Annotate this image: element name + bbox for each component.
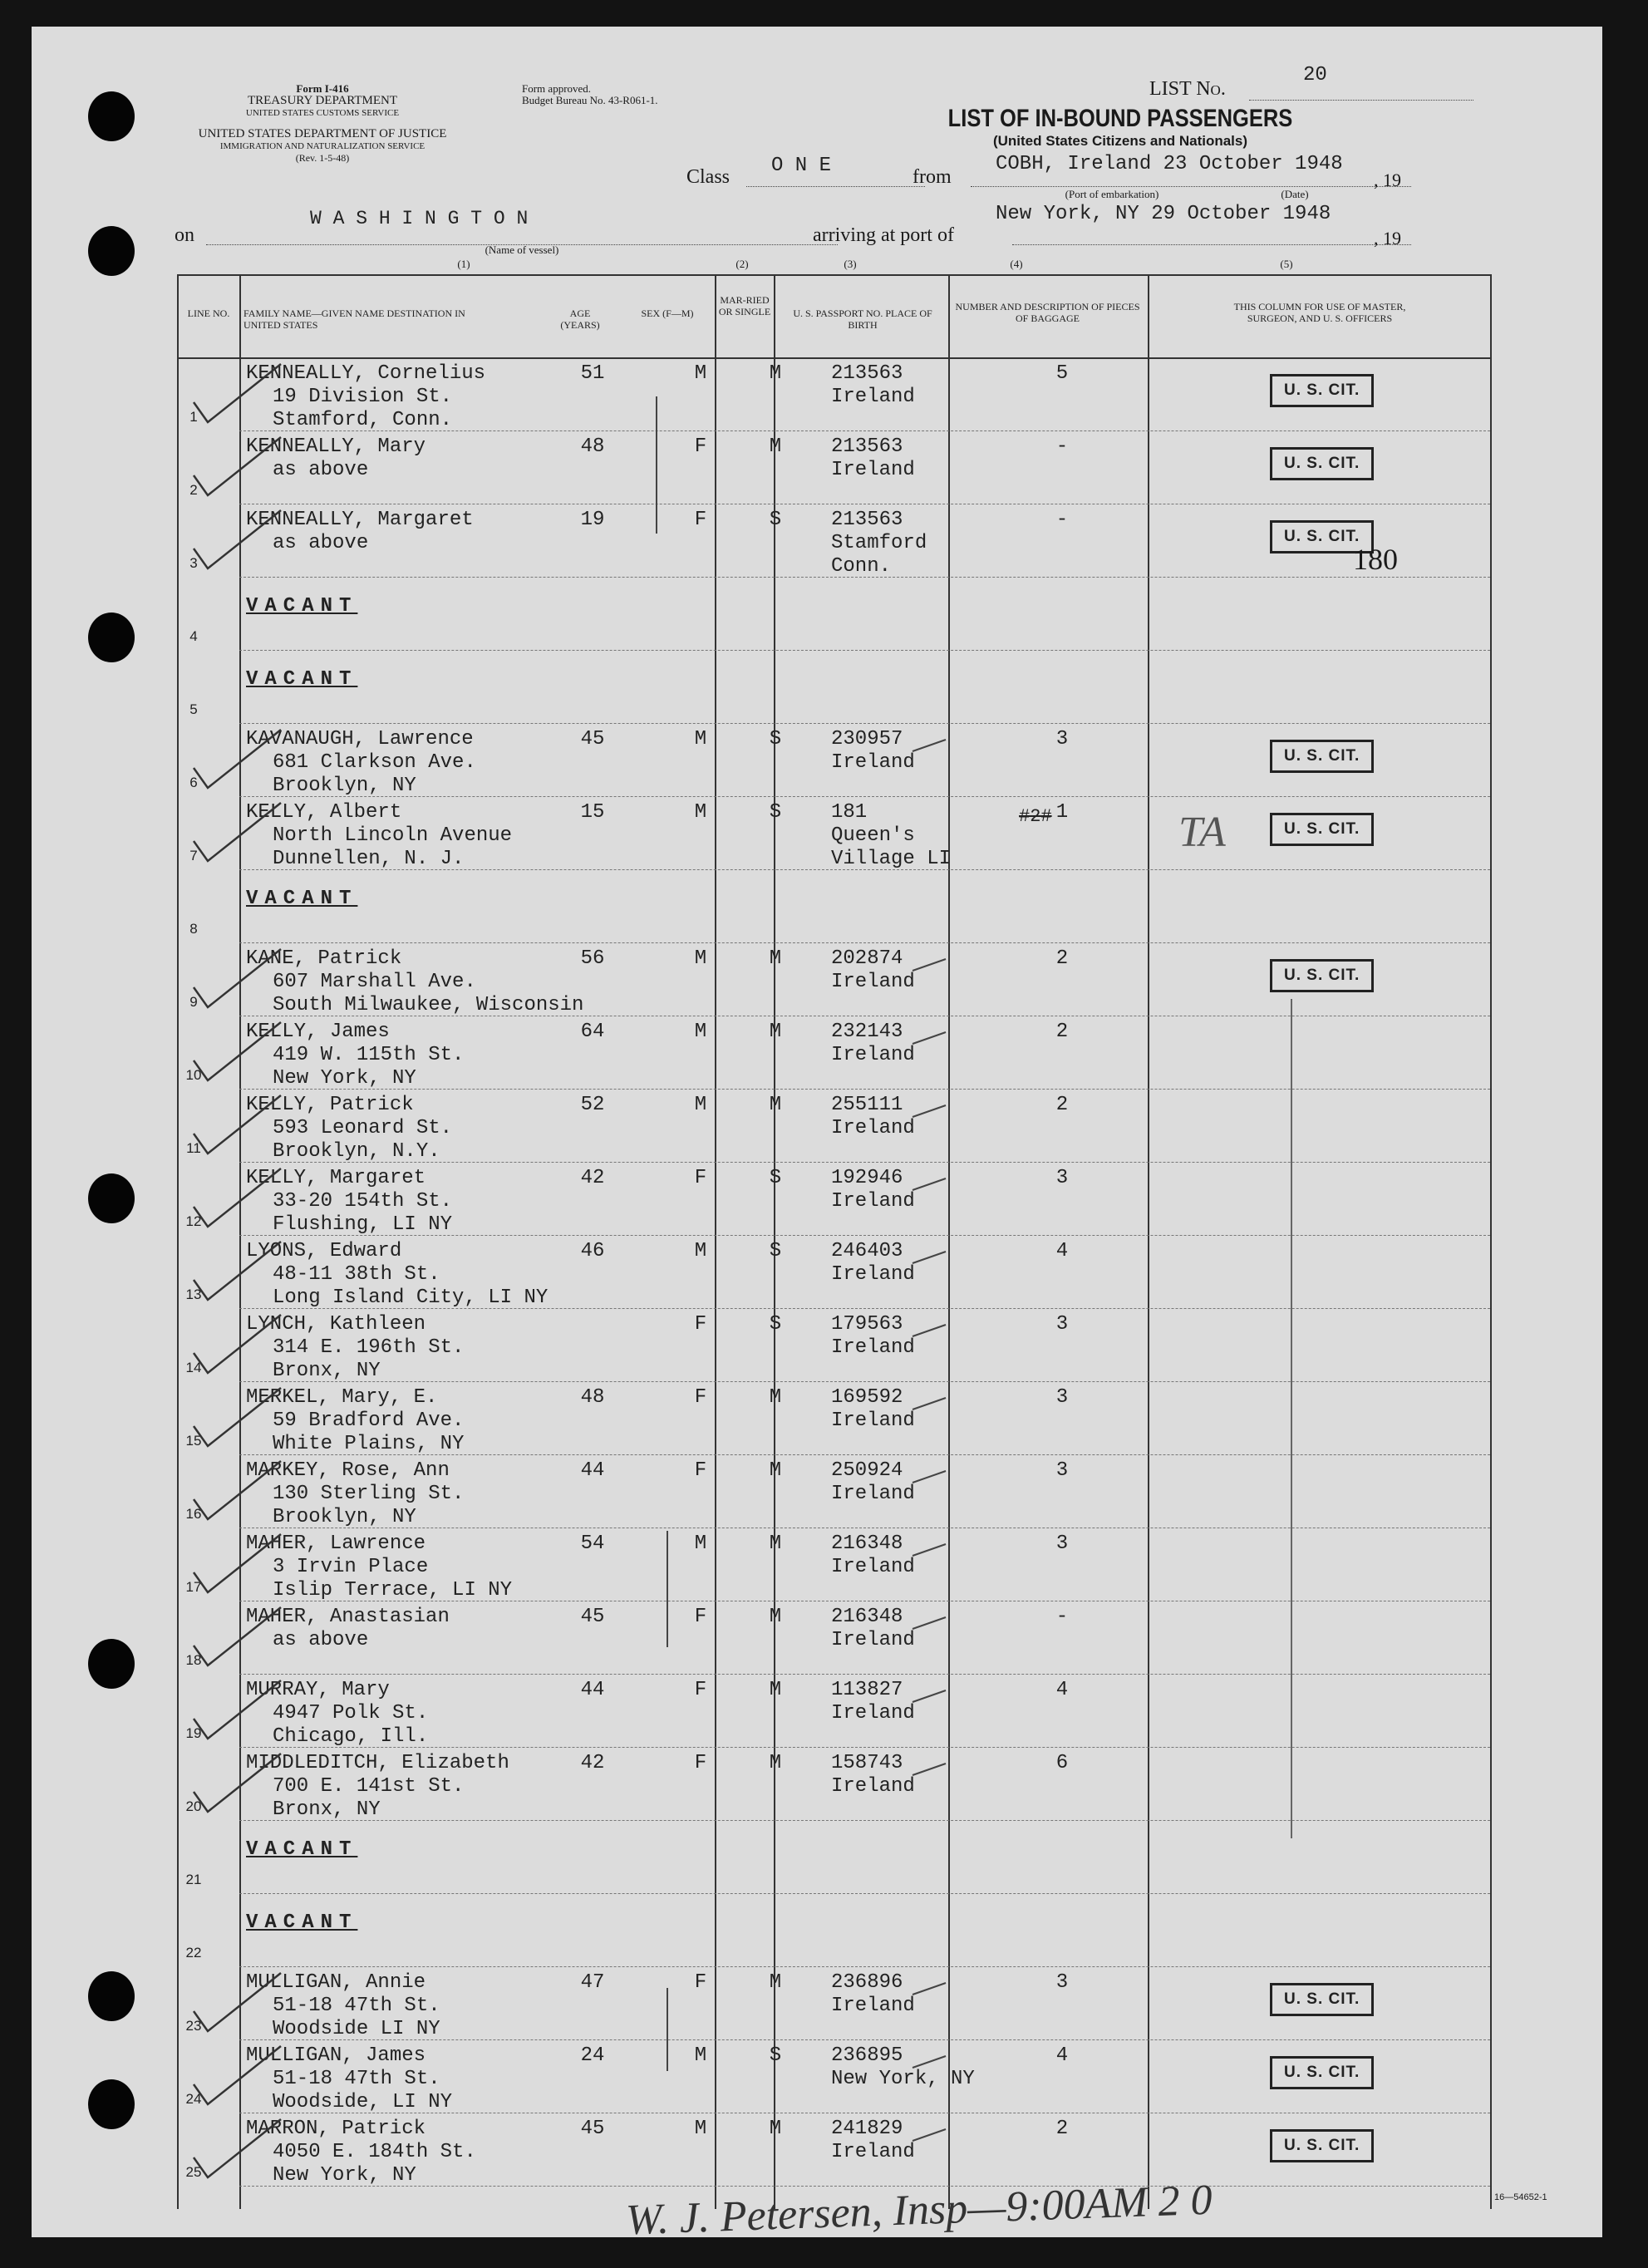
arrival-port-date: New York, NY 29 October 1948 [996,203,1331,225]
baggage-count: - [1055,435,1069,458]
bottom-code: 16—54652-1 [1494,2192,1547,2202]
birthplace-line-1: Ireland [831,1702,915,1724]
age-value: 46 [580,1240,605,1262]
destination-line-1: 314 E. 196th St. [273,1336,465,1359]
check-mark [194,437,281,495]
destination-line-1: as above [273,459,369,481]
us-citizen-stamp: U. S. CIT. [1270,959,1374,992]
passport-number: 158743 [831,1752,903,1774]
line-number: 16 [185,1506,202,1522]
check-mark [194,730,281,788]
marital-status: S [769,509,782,531]
treasury-dept: TREASURY DEPARTMENT [247,94,398,107]
date-caption: (Date) [1281,188,1309,200]
line-number: 5 [189,701,198,717]
destination-line-2: Flushing, LI NY [273,1213,453,1236]
line-number: 9 [189,994,198,1010]
destination-line-2: Bronx, NY [273,1798,381,1821]
form-number: Form I-416 [296,82,349,95]
passport-number: 216348 [831,1532,903,1555]
birthplace-line-1: Ireland [831,1995,915,2017]
birthplace-line-1: Ireland [831,1410,915,1432]
marital-status: S [769,2044,782,2067]
tick-mark [913,1252,946,1263]
sex-value: M [694,947,707,970]
passenger-name: MARRON, Patrick [246,2118,426,2140]
check-mark [194,2046,281,2104]
passenger-name: MARKEY, Rose, Ann [246,1459,450,1482]
destination-line-1: 59 Bradford Ave. [273,1410,465,1432]
sex-value: M [694,362,707,385]
birthplace-line-1: Ireland [831,1336,915,1359]
budget-bureau: Budget Bureau No. 43-R061-1. [522,94,658,106]
marital-status: M [769,1459,782,1482]
manifest-sheet [32,27,1602,2245]
baggage-count: 3 [1055,1313,1069,1336]
passport-number: 202874 [831,947,903,970]
sex-value: F [694,1752,707,1774]
age-value: 48 [580,1386,605,1409]
destination-line-1: 4947 Polk St. [273,1702,429,1724]
vacant-label: VACANT [246,1838,358,1861]
baggage-count: 2 [1055,1021,1069,1043]
tick-mark [913,1032,946,1044]
baggage-count: 2 [1055,947,1069,970]
passport-number: 236896 [831,1971,903,1994]
us-citizen-stamp: U. S. CIT. [1270,2129,1374,2162]
check-mark [194,949,281,1007]
passport-number: 241829 [831,2118,903,2140]
header-passport: U. S. PASSPORT NO. PLACE OF BIRTH [793,307,932,331]
passport-number: 179563 [831,1313,903,1336]
line-number: 18 [185,1652,202,1668]
birthplace-line-2: Conn. [831,555,892,578]
customs-service: UNITED STATES CUSTOMS SERVICE [245,108,400,118]
passenger-name: KENNEALLY, Margaret [246,509,474,531]
line-number: 23 [185,2018,202,2034]
destination-line-1: 607 Marshall Ave. [273,971,476,993]
destination-line-1: 681 Clarkson Ave. [273,751,476,774]
sex-value: M [694,1532,707,1555]
destination-line-1: 51-18 47th St. [273,2068,440,2090]
tick-mark [913,1105,946,1117]
destination-line-2: Brooklyn, NY [273,1506,416,1528]
sex-value: M [694,728,707,750]
destination-line-1: 19 Division St. [273,386,453,408]
line-number: 12 [185,1213,202,1229]
passenger-name: LYNCH, Kathleen [246,1313,426,1336]
age-value: 45 [580,2118,605,2140]
us-citizen-stamp: U. S. CIT. [1270,1983,1374,2016]
passenger-name: MAHER, Lawrence [246,1532,426,1555]
destination-line-2: Islip Terrace, LI NY [273,1579,513,1601]
marital-status: S [769,728,782,750]
column-number: (5) [1280,258,1293,270]
header-line-no: LINE NO. [187,307,230,319]
baggage-count: - [1055,509,1069,531]
passport-number: 192946 [831,1167,903,1189]
check-mark [194,1534,281,1592]
marital-status: M [769,2118,782,2140]
age-value: 44 [580,1679,605,1701]
destination-line-2: Long Island City, LI NY [273,1287,549,1309]
passport-number: 113827 [831,1679,903,1701]
baggage-count: 3 [1055,1532,1069,1555]
tick-mark [913,1983,946,1995]
tick-mark [913,1325,946,1336]
check-mark [194,1680,281,1739]
check-mark [194,1315,281,1373]
list-number: 20 [1303,64,1327,86]
handwritten-note-180: 180 [1353,543,1398,576]
line-number: 7 [189,848,198,863]
check-mark [194,364,281,422]
line-number: 22 [185,1945,202,1961]
passport-number: 213563 [831,509,903,531]
marital-status: M [769,1606,782,1628]
us-citizen-stamp: U. S. CIT. [1270,813,1374,846]
line-number: 4 [189,628,198,644]
year-suffix-2: , 19 [1374,228,1401,248]
header-baggage: NUMBER AND DESCRIPTION OF PIECES OF BAGGAGE [955,301,1140,324]
baggage-count: 3 [1055,1386,1069,1409]
age-value: 64 [580,1021,605,1043]
check-marks [32,27,1602,2237]
marital-status: M [769,1532,782,1555]
destination-line-2: Woodside, LI NY [273,2091,453,2113]
sex-value: M [694,2118,707,2140]
tick-mark [913,1398,946,1410]
destination-line-2: New York, NY [273,2164,416,2187]
birthplace-line-2: Village LI [831,848,952,870]
passport-number: 232143 [831,1021,903,1043]
struck-baggage: #2# [1019,806,1052,827]
class-label: Class [686,166,731,188]
destination-line-1: 130 Sterling St. [273,1483,465,1505]
age-value: 52 [580,1094,605,1116]
vacant-label: VACANT [246,595,358,617]
tick-mark [913,1178,946,1190]
passenger-name: KELLY, Margaret [246,1167,426,1189]
passenger-name: MIDDLEDITCH, Elizabeth [246,1752,509,1774]
passenger-name: KENNEALLY, Cornelius [246,362,486,385]
tick-mark [913,959,946,971]
passport-number: 230957 [831,728,903,750]
birthplace-line-1: Ireland [831,1190,915,1213]
line-number: 20 [185,1798,202,1814]
marital-status: M [769,1752,782,1774]
sex-value: M [694,2044,707,2067]
line-number: 14 [185,1360,202,1375]
marital-status: M [769,1386,782,1409]
class-value: O N E [771,155,832,177]
from-label: from [913,166,952,188]
check-mark [194,1095,281,1154]
justice-dept: UNITED STATES DEPARTMENT OF JUSTICE [198,127,447,140]
tick-mark [913,1617,946,1629]
sex-value: F [694,1459,707,1482]
passenger-name: KELLY, Patrick [246,1094,414,1116]
age-value: 42 [580,1752,605,1774]
from-value: COBH, Ireland 23 October 1948 [996,153,1343,175]
passenger-name: LYONS, Edward [246,1240,402,1262]
destination-line-2: New York, NY [273,1067,416,1090]
vessel-name: W A S H I N G T O N [310,208,529,229]
passenger-name: KELLY, James [246,1021,390,1043]
destination-line-1: 3 Irvin Place [273,1556,429,1578]
column-number: (3) [844,258,857,270]
passenger-name: KANE, Patrick [246,947,402,970]
inspector-signature: W. J. Petersen, Insp—9:00AM 2 0 [625,2176,1213,2245]
line-number: 21 [185,1872,202,1887]
destination-line-2: Chicago, Ill. [273,1725,429,1748]
destination-line-1: 33-20 154th St. [273,1190,453,1213]
line-number: 2 [189,482,198,498]
destination-line-1: 4050 E. 184th St. [273,2141,476,2163]
birthplace-line-1: Ireland [831,1044,915,1066]
birthplace-line-1: Ireland [831,386,915,408]
destination-line-1: North Lincoln Avenue [273,824,513,847]
check-mark [194,1607,281,1665]
year-suffix-1: , 19 [1374,170,1401,190]
header-sex: SEX (F—M) [641,307,694,319]
check-mark [194,1973,281,2031]
marital-status: M [769,362,782,385]
form-approved: Form approved. [522,82,592,95]
vacant-label: VACANT [246,1911,358,1934]
sex-value: M [694,801,707,824]
baggage-count: 3 [1055,728,1069,750]
passport-number: 236895 [831,2044,903,2067]
age-value: 42 [580,1167,605,1189]
check-mark [194,1168,281,1227]
passport-number: 246403 [831,1240,903,1262]
tick-mark [913,2056,946,2068]
list-label: LIST No. [1149,78,1226,100]
us-citizen-stamp: U. S. CIT. [1270,374,1374,407]
header-name: FAMILY NAME—GIVEN NAME DESTINATION IN UNITED STATES [244,307,465,331]
passport-number: 213563 [831,435,903,458]
us-citizen-stamp: U. S. CIT. [1270,520,1374,553]
header-age: AGE (YEARS) [560,307,600,331]
destination-line-1: 48-11 38th St. [273,1263,440,1286]
destination-line-2: Bronx, NY [273,1360,381,1382]
tick-mark [913,1764,946,1775]
line-number: 6 [189,775,198,790]
tick-mark [913,1471,946,1483]
birthplace-line-1: Ireland [831,1556,915,1578]
destination-line-2: White Plains, NY [273,1433,465,1455]
birthplace-line-1: Ireland [831,2141,915,2163]
tick-mark [913,740,946,751]
age-value: 15 [580,801,605,824]
passport-number: 181 [831,801,868,824]
passenger-name: MULLIGAN, Annie [246,1971,426,1994]
ins-service: IMMIGRATION AND NATURALIZATION SERVICE [219,141,426,151]
form-revision: (Rev. 1-5-48) [295,152,350,164]
passport-number: 250924 [831,1459,903,1482]
birthplace-line-1: Ireland [831,971,915,993]
marital-status: S [769,1240,782,1262]
tick-mark [913,1690,946,1702]
destination-line-2: Stamford, Conn. [273,409,453,431]
passport-number: 169592 [831,1386,903,1409]
destination-line-2: Brooklyn, N.Y. [273,1140,440,1163]
vacant-label: VACANT [246,888,358,910]
marital-status: S [769,1167,782,1189]
destination-line-2: Woodside LI NY [273,2018,440,2040]
line-number: 11 [186,1140,201,1156]
us-citizen-stamp: U. S. CIT. [1270,740,1374,773]
column-number: (2) [735,258,749,270]
us-citizen-stamp: U. S. CIT. [1270,447,1374,480]
marital-status: M [769,1021,782,1043]
passport-number: 216348 [831,1606,903,1628]
check-mark [194,1461,281,1519]
baggage-count: 2 [1055,2118,1069,2140]
column-number: (1) [457,258,470,270]
passport-number: 255111 [831,1094,903,1116]
line-number: 15 [185,1433,202,1449]
destination-line-1: as above [273,532,369,554]
baggage-count: 3 [1055,1167,1069,1189]
birthplace-line-1: Ireland [831,459,915,481]
passport-number: 213563 [831,362,903,385]
sex-value: M [694,1021,707,1043]
sex-value: F [694,1167,707,1189]
age-value: 47 [580,1971,605,1994]
column-number: (4) [1010,258,1023,270]
passenger-name: MURRAY, Mary [246,1679,390,1701]
birthplace-line-1: Queen's [831,824,915,847]
destination-line-1: as above [273,1629,369,1651]
sex-value: F [694,435,707,458]
check-mark [194,1754,281,1812]
baggage-count: 5 [1055,362,1069,385]
baggage-count: 4 [1055,2044,1069,2067]
age-value: 54 [580,1532,605,1555]
marital-status: M [769,1679,782,1701]
baggage-count: 4 [1055,1240,1069,1262]
birthplace-line-1: Ireland [831,1117,915,1139]
form-subtitle: (United States Citizens and Nationals) [992,133,1248,149]
passenger-name: KENNEALLY, Mary [246,435,426,458]
sex-value: F [694,1971,707,1994]
baggage-count: 2 [1055,1094,1069,1116]
sex-value: F [694,509,707,531]
birthplace-line-1: Ireland [831,1483,915,1505]
destination-line-1: 700 E. 141st St. [273,1775,465,1798]
baggage-count: 1 [1055,801,1069,824]
age-value: 44 [580,1459,605,1482]
line-number: 1 [189,409,198,425]
on-label: on [175,224,194,246]
marital-status: M [769,435,782,458]
baggage-count: - [1055,1606,1069,1628]
arriving-label: arriving at port of [813,224,954,246]
line-number: 19 [185,1725,202,1741]
baggage-count: 4 [1055,1679,1069,1701]
line-number: 17 [185,1579,202,1595]
vacant-label: VACANT [246,668,358,691]
check-mark [194,1388,281,1446]
line-number: 10 [185,1067,202,1083]
birthplace-line-1: New York, NY [831,2068,975,2090]
destination-line-1: 419 W. 115th St. [273,1044,465,1066]
form-title: LIST OF IN-BOUND PASSENGERS [947,105,1293,132]
sex-value: F [694,1313,707,1336]
baggage-count: 6 [1055,1752,1069,1774]
passenger-name: MULLIGAN, James [246,2044,426,2067]
us-citizen-stamp: U. S. CIT. [1270,2056,1374,2089]
age-value: 45 [580,728,605,750]
marital-status: M [769,1094,782,1116]
sex-value: M [694,1094,707,1116]
line-number: 3 [189,555,198,571]
handwritten-note-ta: TA [1178,809,1226,856]
marital-status: S [769,1313,782,1336]
tick-mark [913,2129,946,2141]
age-value: 19 [580,509,605,531]
port-embark-caption: (Port of embarkation) [1065,188,1159,200]
line-number: 25 [185,2164,202,2180]
destination-line-2: South Milwaukee, Wisconsin [273,994,584,1016]
age-value: 45 [580,1606,605,1628]
check-mark [194,1242,281,1300]
line-number: 13 [185,1287,202,1302]
birthplace-line-1: Ireland [831,751,915,774]
vessel-caption: (Name of vessel) [485,244,559,256]
passenger-name: KELLY, Albert [246,801,402,824]
check-mark [194,803,281,861]
age-value: 48 [580,435,605,458]
destination-line-2: Dunnellen, N. J. [273,848,465,870]
passenger-name: MERKEL, Mary, E. [246,1386,438,1409]
sex-value: F [694,1679,707,1701]
sex-value: F [694,1606,707,1628]
check-mark [194,1022,281,1080]
check-mark [194,510,281,568]
age-value: 56 [580,947,605,970]
passenger-name: MAHER, Anastasian [246,1606,450,1628]
destination-line-2: Brooklyn, NY [273,775,416,797]
destination-line-1: 51-18 47th St. [273,1995,440,2017]
passenger-name: KAVANAUGH, Lawrence [246,728,474,750]
birthplace-line-1: Ireland [831,1775,915,1798]
header-officers: THIS COLUMN FOR USE OF MASTER, SURGEON, AND U. S. OFFICERS [1233,301,1406,324]
age-value: 24 [580,2044,605,2067]
marital-status: M [769,947,782,970]
baggage-count: 3 [1055,1459,1069,1482]
marital-status: M [769,1971,782,1994]
header-married: MAR-RIED OR SINGLE [718,294,771,317]
tick-mark [913,1544,946,1556]
birthplace-line-1: Ireland [831,1263,915,1286]
birthplace-line-1: Ireland [831,1629,915,1651]
line-number: 8 [189,921,198,937]
destination-line-1: 593 Leonard St. [273,1117,453,1139]
sex-value: M [694,1240,707,1262]
check-mark [194,2119,281,2177]
birthplace-line-1: Stamford [831,532,927,554]
marital-status: S [769,801,782,824]
baggage-count: 3 [1055,1971,1069,1994]
sex-value: F [694,1386,707,1409]
age-value: 51 [580,362,605,385]
line-number: 24 [185,2091,202,2107]
